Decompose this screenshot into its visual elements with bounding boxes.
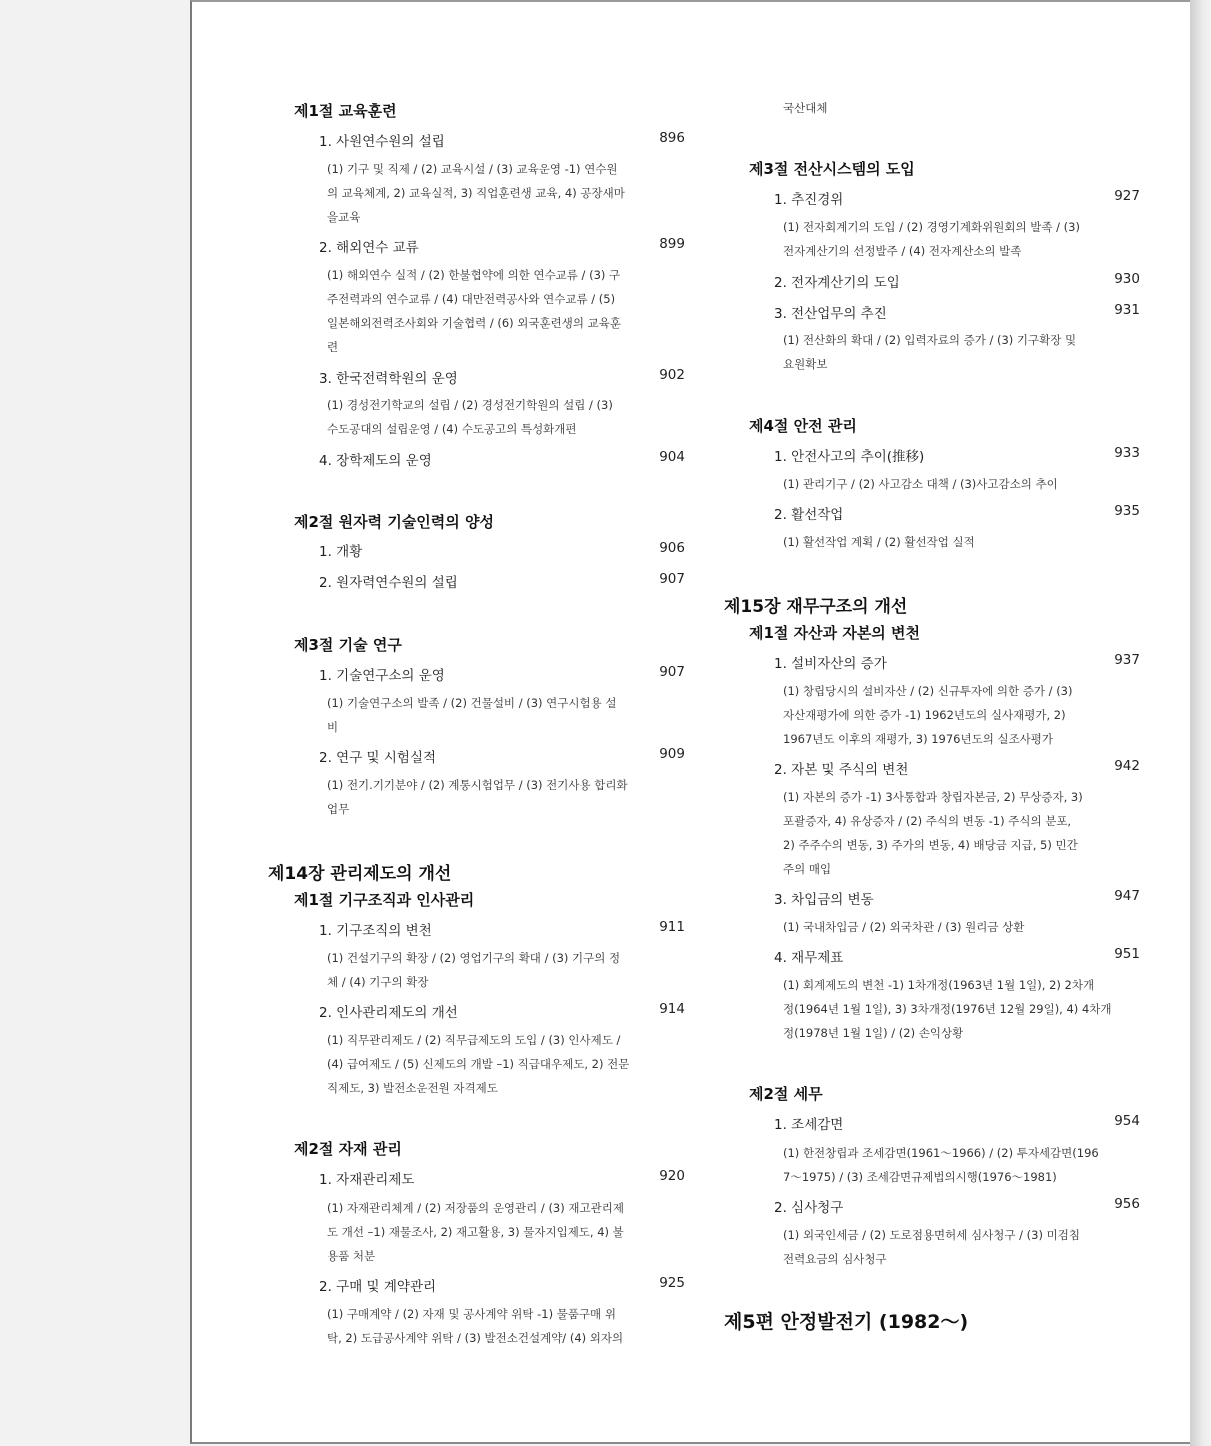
item-description: 요원확보 [783, 357, 828, 371]
toc-item: 1. 설비자산의 증가 [774, 656, 887, 672]
item-description: 정(1978년 1월 1일) / (2) 손익상황 [783, 1026, 964, 1040]
item-description: 을교육 [327, 210, 361, 224]
item-description: 1967년도 이후의 재평가, 3) 1976년도의 실조사평가 [783, 732, 1054, 746]
section-title: 제1절 자산과 자본의 변천 [749, 624, 921, 642]
item-description: (1) 기구 및 직제 / (2) 교육시설 / (3) 교육운영 -1) 연수원 [327, 162, 618, 176]
toc-item: 1. 기술연구소의 운영 [319, 668, 445, 684]
page-number: 907 [659, 664, 685, 680]
toc-item: 1. 개황 [319, 544, 363, 560]
item-description: 수도공대의 설립운영 / (4) 수도공고의 특성화개편 [327, 422, 577, 436]
item-description: 전력요금의 심사청구 [783, 1252, 887, 1266]
item-description: 주의 매입 [783, 862, 832, 876]
page-number: 914 [659, 1001, 685, 1017]
page-shadow [1190, 0, 1211, 1446]
item-description: (1) 국내차입금 / (2) 외국차관 / (3) 원리금 상환 [783, 920, 1025, 934]
item-description: 주전력과의 연수교류 / (4) 대만전력공사와 연수교류 / (5) [327, 292, 616, 306]
item-description: (1) 자본의 증가 -1) 3사통합과 창립자본금, 2) 무상증자, 3) [783, 790, 1083, 804]
page-number: 902 [659, 367, 685, 383]
item-description: 체 / (4) 기구의 확장 [327, 975, 429, 989]
page-number: 896 [659, 130, 685, 146]
document-page [190, 0, 1190, 1444]
item-description: 련 [327, 340, 339, 354]
part-title: 제5편 안정발전기 (1982～) [724, 1311, 969, 1333]
section-title: 제3절 기술 연구 [294, 636, 402, 654]
toc-item: 2. 원자력연수원의 설립 [319, 575, 458, 591]
item-description: (1) 전기.기기분야 / (2) 계통시험업무 / (3) 전기사용 합리화 [327, 778, 628, 792]
page-number: 933 [1114, 445, 1140, 461]
page-number: 906 [659, 540, 685, 556]
page-number: 899 [659, 236, 685, 252]
item-description: 용품 처분 [327, 1249, 376, 1263]
toc-item: 2. 인사관리제도의 개선 [319, 1005, 458, 1021]
chapter-title: 제14장 관리제도의 개선 [268, 864, 452, 884]
item-description: (1) 전산화의 확대 / (2) 입력자료의 증가 / (3) 기구확장 및 [783, 333, 1077, 347]
page-number: 925 [659, 1275, 685, 1291]
page-number: 920 [659, 1168, 685, 1184]
page-number: 951 [1114, 946, 1140, 962]
toc-item: 1. 기구조직의 변천 [319, 923, 432, 939]
toc-item: 2. 해외연수 교류 [319, 240, 419, 256]
page-number: 942 [1114, 758, 1140, 774]
page-number: 927 [1114, 188, 1140, 204]
continued-text: 국산대체 [783, 101, 828, 115]
item-description: (4) 급여제도 / (5) 신제도의 개발 –1) 직급대우제도, 2) 전문 [327, 1057, 630, 1071]
item-description: 도 개선 –1) 재물조사, 2) 재고활용, 3) 물자지입제도, 4) 불 [327, 1225, 624, 1239]
item-description: (1) 관리기구 / (2) 사고감소 대책 / (3)사고감소의 추이 [783, 477, 1058, 491]
item-description: (1) 건설기구의 확장 / (2) 영업기구의 확대 / (3) 기구의 정 [327, 951, 621, 965]
item-description: 2) 주주수의 변동, 3) 주가의 변동, 4) 배당금 지급, 5) 민간 [783, 838, 1078, 852]
item-description: 직제도, 3) 발전소운전원 자격제도 [327, 1081, 498, 1095]
item-description: (1) 창립당시의 설비자산 / (2) 신규투자에 의한 증가 / (3) [783, 684, 1073, 698]
item-description: (1) 자재관리체계 / (2) 저장품의 운영관리 / (3) 재고관리제 [327, 1201, 624, 1215]
item-description: (1) 경성전기학교의 설립 / (2) 경성전기학원의 설립 / (3) [327, 398, 613, 412]
item-description: 자산재평가에 의한 증가 -1) 1962년도의 실사재평가, 2) [783, 708, 1066, 722]
toc-item: 2. 활선작업 [774, 507, 844, 523]
item-description: (1) 회계제도의 변천 -1) 1차개정(1963년 1월 1일), 2) 2차개 [783, 978, 1095, 992]
item-description: (1) 외국인세금 / (2) 도로점용면허세 심사청구 / (3) 미검침 [783, 1228, 1080, 1242]
page-number: 935 [1114, 503, 1140, 519]
page-number: 954 [1114, 1113, 1140, 1129]
item-description: (1) 기술연구소의 발족 / (2) 건물설비 / (3) 연구시험용 설 [327, 696, 617, 710]
item-description: (1) 활선작업 계획 / (2) 활선작업 실적 [783, 535, 975, 549]
item-description: 일본해외전력조사회와 기술협력 / (6) 외국훈련생의 교육훈 [327, 316, 621, 330]
page-number: 937 [1114, 652, 1140, 668]
toc-item: 2. 전자계산기의 도입 [774, 275, 900, 291]
toc-item: 2. 심사청구 [774, 1200, 844, 1216]
toc-item: 3. 전산업무의 추진 [774, 306, 887, 322]
item-description: (1) 전자회계기의 도입 / (2) 경영기계화위원회의 발족 / (3) [783, 220, 1080, 234]
section-title: 제2절 세무 [749, 1085, 823, 1103]
section-title: 제1절 교육훈련 [294, 102, 397, 120]
item-description: (1) 직무관리제도 / (2) 직무급제도의 도입 / (3) 인사제도 / [327, 1033, 621, 1047]
toc-item: 1. 사원연수원의 설립 [319, 134, 445, 150]
page-number: 911 [659, 919, 685, 935]
page-number: 956 [1114, 1196, 1140, 1212]
item-description: 포괄증자, 4) 유상증자 / (2) 주식의 변동 -1) 주식의 분포, [783, 814, 1072, 828]
item-description: 정(1964년 1월 1일), 3) 3차개정(1976년 12월 29일), 4) 4차개 [783, 1002, 1112, 1016]
toc-item: 1. 조세감면 [774, 1117, 844, 1133]
toc-item: 2. 구매 및 계약관리 [319, 1279, 437, 1295]
chapter-title: 제15장 재무구조의 개선 [724, 597, 908, 617]
toc-item: 1. 추진경위 [774, 192, 844, 208]
item-description: 비 [327, 720, 339, 734]
toc-item: 2. 자본 및 주식의 변천 [774, 762, 909, 778]
item-description: 의 교육체계, 2) 교육실적, 3) 직업훈련생 교육, 4) 공장새마 [327, 186, 625, 200]
page-number: 904 [659, 449, 685, 465]
page-number: 930 [1114, 271, 1140, 287]
toc-item: 1. 자재관리제도 [319, 1172, 415, 1188]
page-number: 947 [1114, 888, 1140, 904]
toc-item: 1. 안전사고의 추이(推移) [774, 449, 925, 465]
item-description: 탁, 2) 도급공사계약 위탁 / (3) 발전소건설계약/ (4) 외자의 [327, 1331, 624, 1345]
page-number: 907 [659, 571, 685, 587]
page-number: 909 [659, 746, 685, 762]
item-description: (1) 한전창립과 조세감면(1961～1966) / (2) 투자세감면(196 [783, 1146, 1099, 1160]
toc-item: 4. 재무제표 [774, 950, 844, 966]
item-description: 업무 [327, 802, 350, 816]
section-title: 제1절 기구조직과 인사관리 [294, 891, 475, 909]
section-title: 제3절 전산시스템의 도입 [749, 160, 915, 178]
section-title: 제4절 안전 관리 [749, 417, 857, 435]
section-title: 제2절 원자력 기술인력의 양성 [294, 513, 494, 531]
page-number: 931 [1114, 302, 1140, 318]
toc-item: 4. 장학제도의 운영 [319, 453, 432, 469]
item-description: (1) 해외연수 실적 / (2) 한불협약에 의한 연수교류 / (3) 구 [327, 268, 621, 282]
item-description: (1) 구매계약 / (2) 자재 및 공사계약 위탁 -1) 물품구매 위 [327, 1307, 616, 1321]
item-description: 7～1975) / (3) 조세감면규제법의시행(1976～1981) [783, 1170, 1057, 1184]
toc-item: 3. 차입금의 변동 [774, 892, 874, 908]
toc-item: 2. 연구 및 시험실적 [319, 750, 437, 766]
item-description: 전자계산기의 선정발주 / (4) 전자계산소의 발족 [783, 244, 1022, 258]
section-title: 제2절 자재 관리 [294, 1140, 402, 1158]
toc-item: 3. 한국전력학원의 운영 [319, 371, 458, 387]
